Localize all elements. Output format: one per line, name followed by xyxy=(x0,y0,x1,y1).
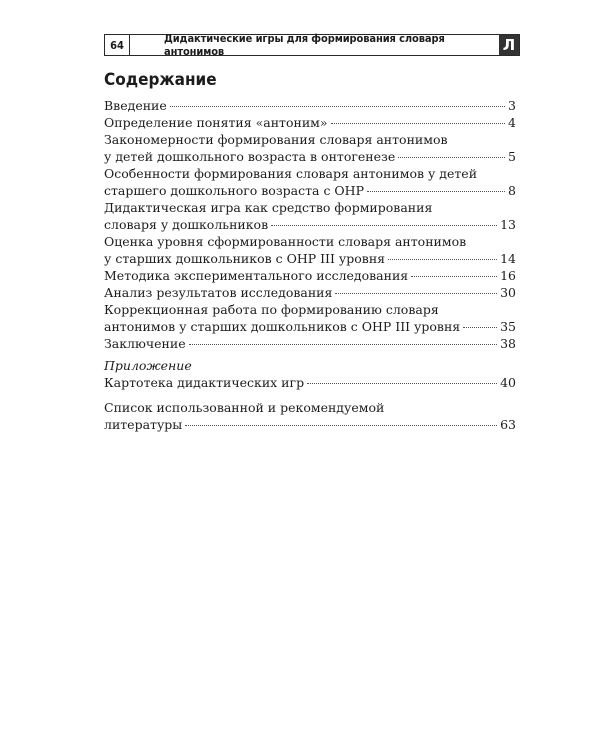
toc-title: Содержание xyxy=(104,70,217,90)
running-title: Дидактические игры для формирования словаря антонимов xyxy=(164,32,445,58)
toc-entry xyxy=(104,233,516,267)
toc-entry-text: Особенности формирования словаря антонимов у детей xyxy=(104,166,478,181)
toc-entry-page: 40 xyxy=(500,375,516,390)
toc-entry xyxy=(104,374,516,391)
toc-entry xyxy=(104,131,516,165)
running-header xyxy=(104,34,520,56)
toc-entry-page: 63 xyxy=(500,417,516,432)
toc-entry xyxy=(104,335,516,352)
toc-entry xyxy=(104,267,516,284)
toc-entry-text: Введение xyxy=(104,98,167,113)
toc-entry xyxy=(104,301,516,335)
toc-entry-text: Определение понятия «антоним» xyxy=(104,115,328,130)
dot-leader xyxy=(463,327,497,328)
toc-entry-page: 14 xyxy=(500,251,516,266)
table-of-contents xyxy=(104,97,516,433)
toc-entry-text: Список использованной и рекомендуемой xyxy=(104,400,385,415)
toc-entry-page: 4 xyxy=(508,115,516,130)
toc-entry-text: Оценка уровня сформированности словаря антонимов xyxy=(104,234,467,249)
toc-entry-page: 5 xyxy=(508,149,516,164)
dot-leader xyxy=(307,383,497,384)
page-number: 64 xyxy=(105,35,130,55)
toc-entry-text: Анализ результатов исследования xyxy=(104,285,333,300)
dot-leader xyxy=(388,259,497,260)
toc-entry-text: Заключение xyxy=(104,336,186,351)
dot-leader xyxy=(367,191,505,192)
toc-entry xyxy=(104,165,516,199)
toc-entry-text: словаря у дошкольников xyxy=(104,217,269,232)
dot-leader xyxy=(398,157,505,158)
toc-entry-text: Картотека дидактических игр xyxy=(104,375,305,390)
toc-entry-text: у старших дошкольников с ОНР III уровня xyxy=(104,251,386,266)
toc-entry-text: Закономерности формирования словаря антонимов xyxy=(104,132,448,147)
toc-final-entries xyxy=(104,399,516,433)
toc-entry-text: у детей дошкольного возраста в онтогенезе xyxy=(104,149,396,164)
appendix-label: Приложение xyxy=(104,358,192,373)
toc-entry xyxy=(104,114,516,131)
toc-entry-page: 13 xyxy=(500,217,516,232)
toc-entry-text: Коррекционная работа по формированию словаря xyxy=(104,302,439,317)
toc-appendix-entries xyxy=(104,374,516,391)
toc-entry-text: старшего дошкольного возраста с ОНР xyxy=(104,183,364,198)
toc-main-entries xyxy=(104,97,516,352)
toc-entry xyxy=(104,399,516,433)
toc-entry-text: Методика экспериментального исследования xyxy=(104,268,409,283)
toc-entry-page: 30 xyxy=(500,285,516,300)
toc-entry xyxy=(104,284,516,301)
toc-entry-text: антонимов у старших дошкольников с ОНР III уровня xyxy=(104,319,461,334)
dot-leader xyxy=(335,293,497,294)
dot-leader xyxy=(185,425,497,426)
toc-entry-text: литературы xyxy=(104,417,183,432)
publisher-logo: Л xyxy=(499,35,519,55)
toc-entry-page: 35 xyxy=(500,319,516,334)
toc-entry-page: 8 xyxy=(508,183,516,198)
dot-leader xyxy=(189,344,497,345)
dot-leader xyxy=(331,123,506,124)
toc-entry xyxy=(104,199,516,233)
toc-entry xyxy=(104,97,516,114)
toc-entry-page: 38 xyxy=(500,336,516,351)
dot-leader xyxy=(271,225,497,226)
toc-entry-text: Дидактическая игра как средство формирования xyxy=(104,200,433,215)
toc-entry-page: 3 xyxy=(508,98,516,113)
dot-leader xyxy=(170,106,505,107)
dot-leader xyxy=(411,276,497,277)
toc-entry-page: 16 xyxy=(500,268,516,283)
